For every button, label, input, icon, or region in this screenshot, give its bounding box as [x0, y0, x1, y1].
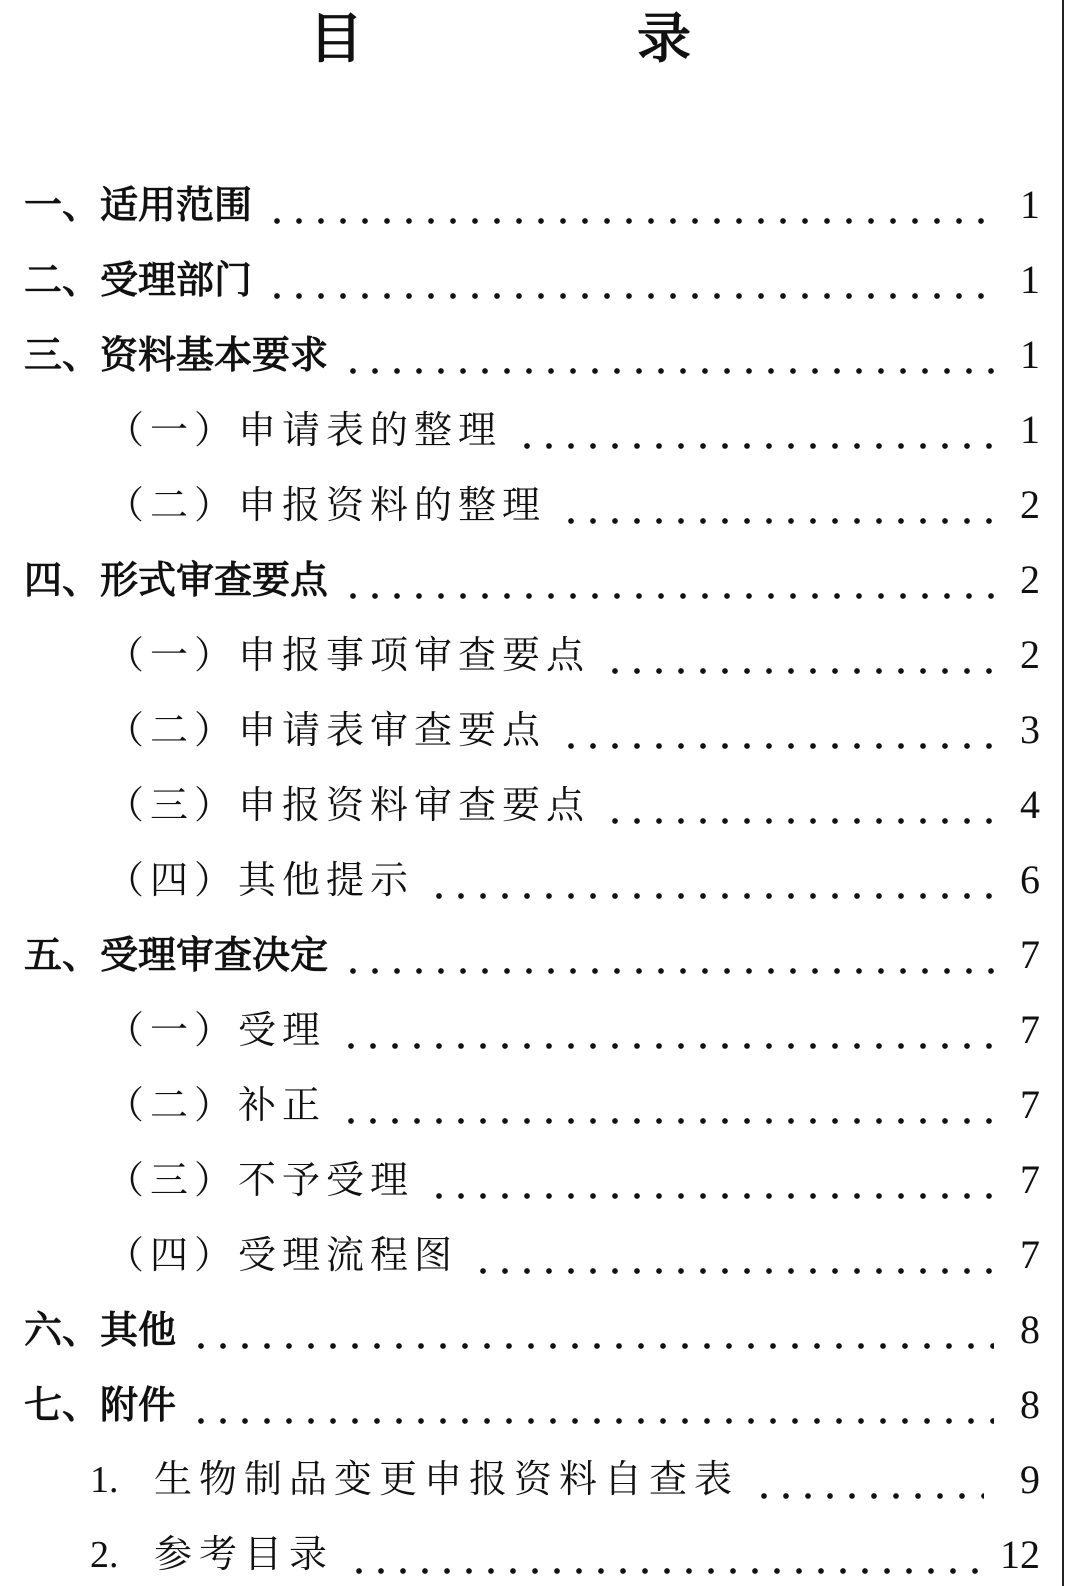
dot-leader [753, 1442, 984, 1502]
dot-leader [516, 392, 994, 452]
toc-subentry-label: （四）其他提示 [106, 858, 415, 902]
toc-subentry[interactable] [0, 1060, 1040, 1135]
toc-subentry[interactable] [0, 760, 1040, 835]
table-of-contents [0, 160, 1040, 1585]
toc-subentry-label: （二）补正 [106, 1083, 327, 1127]
toc-subentry-page: 7 [1020, 1007, 1040, 1052]
page-title: 目 录 [309, 7, 801, 70]
toc-entry[interactable] [0, 910, 1040, 985]
toc-entry[interactable] [0, 535, 1040, 610]
toc-appendix-entry[interactable] [0, 1435, 1040, 1510]
appendix-title: 生物制品变更申报资料自查表 [154, 1457, 740, 1501]
toc-subentry-page: 1 [1020, 407, 1040, 452]
toc-subentry[interactable] [0, 1135, 1040, 1210]
toc-appendix-label [0, 1524, 348, 1585]
dot-leader [428, 1142, 994, 1202]
appendix-title: 参考目录 [154, 1532, 335, 1576]
toc-subentry-page: 7 [1020, 1232, 1040, 1277]
toc-entry-page: 2 [1020, 557, 1040, 602]
toc-entry-label: 四、形式审查要点 [24, 558, 329, 602]
toc-subentry-label: （四）受理流程图 [106, 1233, 459, 1277]
toc-subentry-label: （一）受理 [106, 1008, 327, 1052]
toc-subentry-label: （三）申报资料审查要点 [106, 783, 591, 827]
dot-leader [342, 542, 994, 602]
toc-entry-page: 8 [1020, 1382, 1040, 1427]
toc-subentry-page: 6 [1020, 857, 1040, 902]
toc-subentry-label: （二）申请表审查要点 [106, 708, 547, 752]
toc-appendix-entry[interactable] [0, 1510, 1040, 1585]
toc-subentry[interactable] [0, 835, 1040, 910]
toc-subentry[interactable] [0, 610, 1040, 685]
toc-appendix-page: 12 [1000, 1532, 1040, 1577]
toc-subentry-label: （一）申报事项审查要点 [106, 633, 591, 677]
dot-leader [560, 467, 994, 527]
toc-entry-label: 七、附件 [24, 1383, 177, 1427]
appendix-number: 2. [90, 1534, 119, 1576]
toc-entry[interactable] [0, 310, 1040, 385]
toc-subentry[interactable] [0, 1210, 1040, 1285]
toc-entry-page: 1 [1020, 182, 1040, 227]
toc-entry[interactable] [0, 1285, 1040, 1360]
page-edge-rule [1062, 0, 1064, 1586]
toc-entry[interactable] [0, 160, 1040, 235]
dot-leader [342, 317, 994, 377]
dot-leader [428, 842, 994, 902]
toc-entry-page: 1 [1020, 257, 1040, 302]
toc-subentry-label: （二）申报资料的整理 [106, 483, 547, 527]
toc-subentry-page: 7 [1020, 1157, 1040, 1202]
toc-entry-page: 1 [1020, 332, 1040, 377]
toc-subentry-page: 2 [1020, 482, 1040, 527]
toc-subentry[interactable] [0, 385, 1040, 460]
toc-entry-label: 一、适用范围 [24, 183, 253, 227]
toc-subentry-label: （一）申请表的整理 [106, 408, 503, 452]
toc-entry[interactable] [0, 235, 1040, 310]
toc-entry-page: 8 [1020, 1307, 1040, 1352]
toc-subentry[interactable] [0, 685, 1040, 760]
toc-appendix-page: 9 [1020, 1457, 1040, 1502]
dot-leader [190, 1367, 994, 1427]
toc-subentry[interactable] [0, 460, 1040, 535]
dot-leader [190, 1292, 994, 1352]
toc-appendix-label [0, 1449, 753, 1510]
dot-leader [266, 242, 994, 302]
appendix-number: 1. [90, 1459, 119, 1501]
toc-entry[interactable] [0, 1360, 1040, 1435]
toc-entry-label: 六、其他 [24, 1308, 177, 1352]
dot-leader [472, 1217, 994, 1277]
dot-leader [604, 767, 994, 827]
toc-subentry-page: 2 [1020, 632, 1040, 677]
toc-entry-label: 五、受理审查决定 [24, 933, 329, 977]
toc-entry-label: 二、受理部门 [24, 258, 253, 302]
dot-leader [266, 167, 994, 227]
dot-leader [604, 617, 994, 677]
toc-subentry-label: （三）不予受理 [106, 1158, 415, 1202]
dot-leader [342, 917, 994, 977]
toc-subentry-page: 7 [1020, 1082, 1040, 1127]
toc-subentry[interactable] [0, 985, 1040, 1060]
dot-leader [348, 1517, 984, 1577]
dot-leader [560, 692, 994, 752]
toc-entry-label: 三、资料基本要求 [24, 333, 329, 377]
dot-leader [340, 1067, 994, 1127]
dot-leader [340, 992, 994, 1052]
toc-entry-page: 7 [1020, 932, 1040, 977]
toc-subentry-page: 3 [1020, 707, 1040, 752]
toc-subentry-page: 4 [1020, 782, 1040, 827]
